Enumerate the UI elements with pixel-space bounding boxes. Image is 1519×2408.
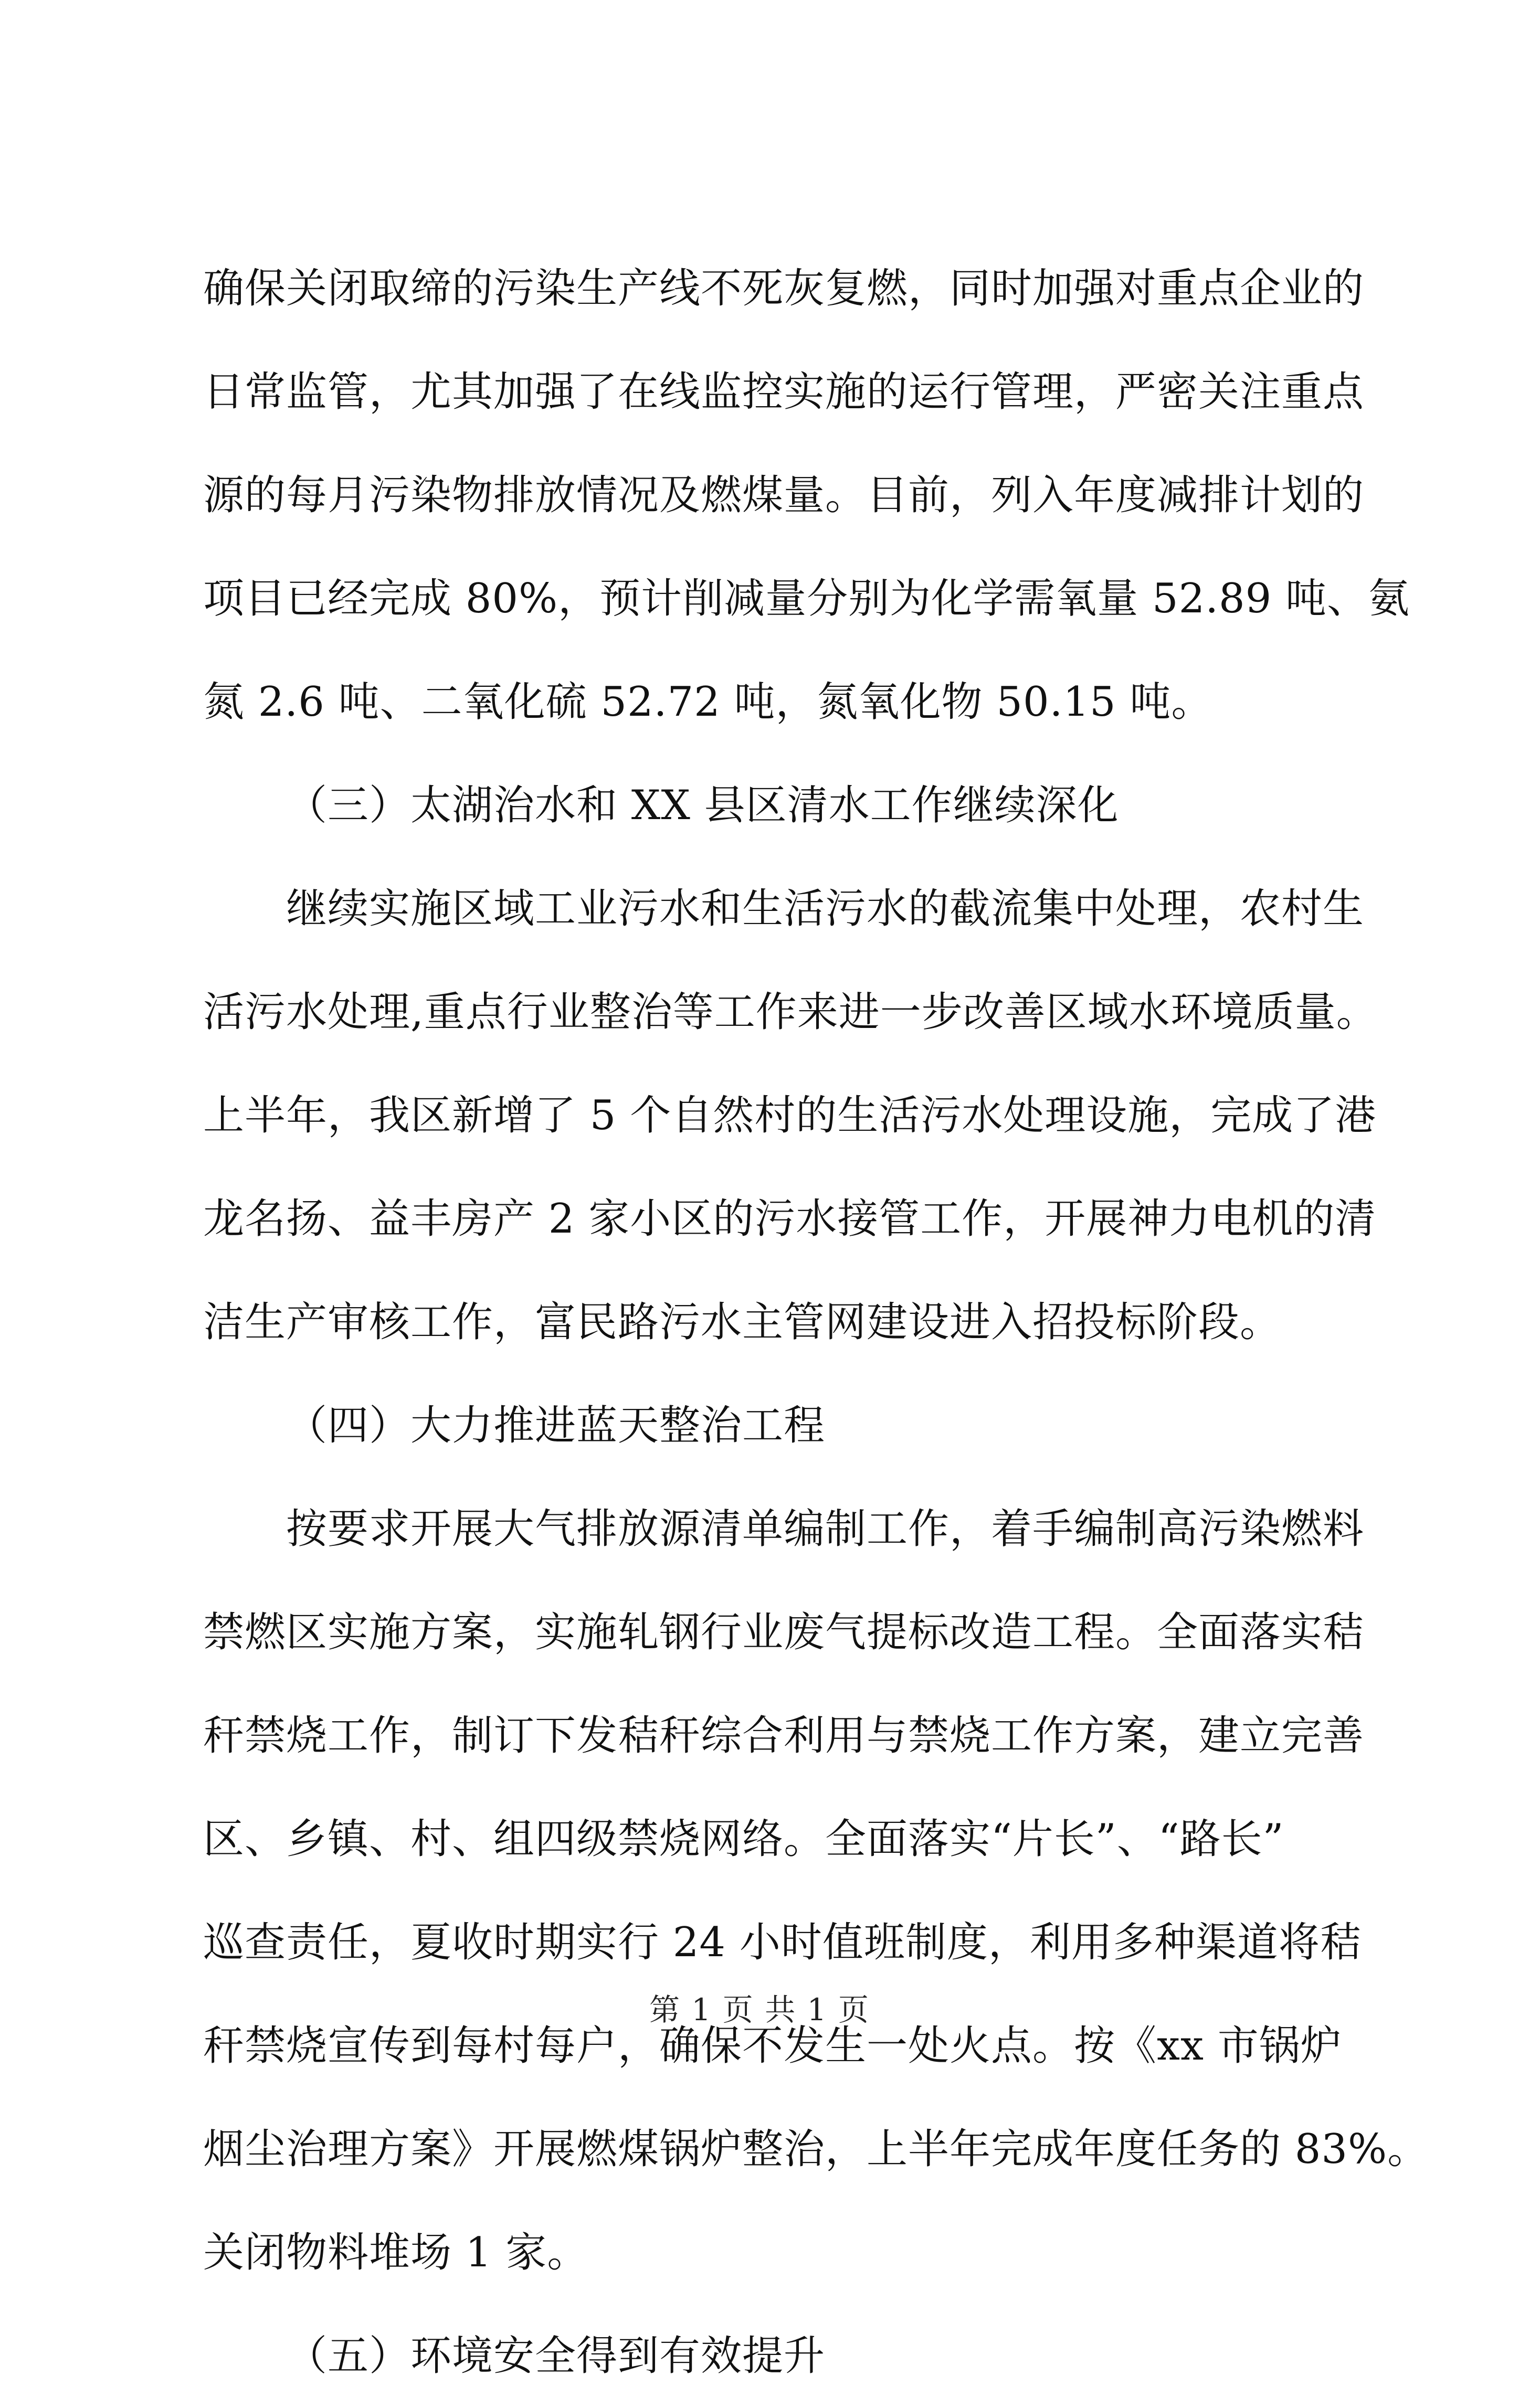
paragraph-line: 禁燃区实施方案，实施轧钢行业废气提标改造工程。全面落实秸 (203, 1609, 1365, 1656)
paragraph-line: 洁生产审核工作，富民路污水主管网建设进入招投标阶段。 (203, 1299, 1282, 1346)
paragraph-line: 区、乡镇、村、组四级禁烧网络。全面落实“片长”、“路长” (203, 1816, 1284, 1863)
paragraph-first-line: 继续实施区域工业污水和生活污水的截流集中处理，农村生 (286, 885, 1365, 932)
paragraph-line: 关闭物料堆场 1 家。 (203, 2229, 589, 2276)
paragraph-line: 项目已经完成 80%，预计削减量分别为化学需氧量 52.89 吨、氨 (203, 575, 1410, 622)
paragraph-line: 上半年，我区新增了 5 个自然村的生活污水处理设施，完成了港 (203, 1092, 1377, 1139)
paragraph-line: 确保关闭取缔的污染生产线不死灰复燃，同时加强对重点企业的 (203, 265, 1365, 312)
paragraph-line: 烟尘治理方案》开展燃煤锅炉整治，上半年完成年度任务的 83%。 (203, 2126, 1429, 2173)
section-heading-5: （五）环境安全得到有效提升 (286, 2332, 826, 2380)
document-body (203, 237, 1429, 2408)
paragraph-first-line: 按要求开展大气排放源清单编制工作，着手编制高污染燃料 (286, 1505, 1365, 1553)
paragraph-line: 活污水处理,重点行业整治等工作来进一步改善区域水环境质量。 (203, 989, 1378, 1036)
paragraph-line: 秆禁烧工作，制订下发秸秆综合利用与禁烧工作方案，建立完善 (203, 1712, 1365, 1759)
paragraph-line: 源的每月污染物排放情况及燃煤量。目前，列入年度减排计划的 (203, 472, 1365, 519)
paragraph-line: 巡查责任，夏收时期实行 24 小时值班制度，利用多种渠道将秸 (203, 1919, 1362, 1966)
paragraph-line: 日常监管，尤其加强了在线监控实施的运行管理，严密关注重点 (203, 368, 1365, 416)
paragraph-line: 秆禁烧宣传到每村每户，确保不发生一处火点。按《xx 市锅炉 (203, 2022, 1342, 2070)
page-footer: 第 1 页 共 1 页 (649, 1992, 870, 2028)
section-heading-3: （三）太湖治水和 XX 县区清水工作继续深化 (286, 782, 1119, 829)
section-heading-4: （四）大力推进蓝天整治工程 (286, 1402, 826, 1449)
paragraph-line: 氮 2.6 吨、二氧化硫 52.72 吨，氮氧化物 50.15 吨。 (203, 678, 1213, 726)
paragraph-line: 龙名扬、益丰房产 2 家小区的污水接管工作，开展神力电机的清 (203, 1195, 1377, 1243)
